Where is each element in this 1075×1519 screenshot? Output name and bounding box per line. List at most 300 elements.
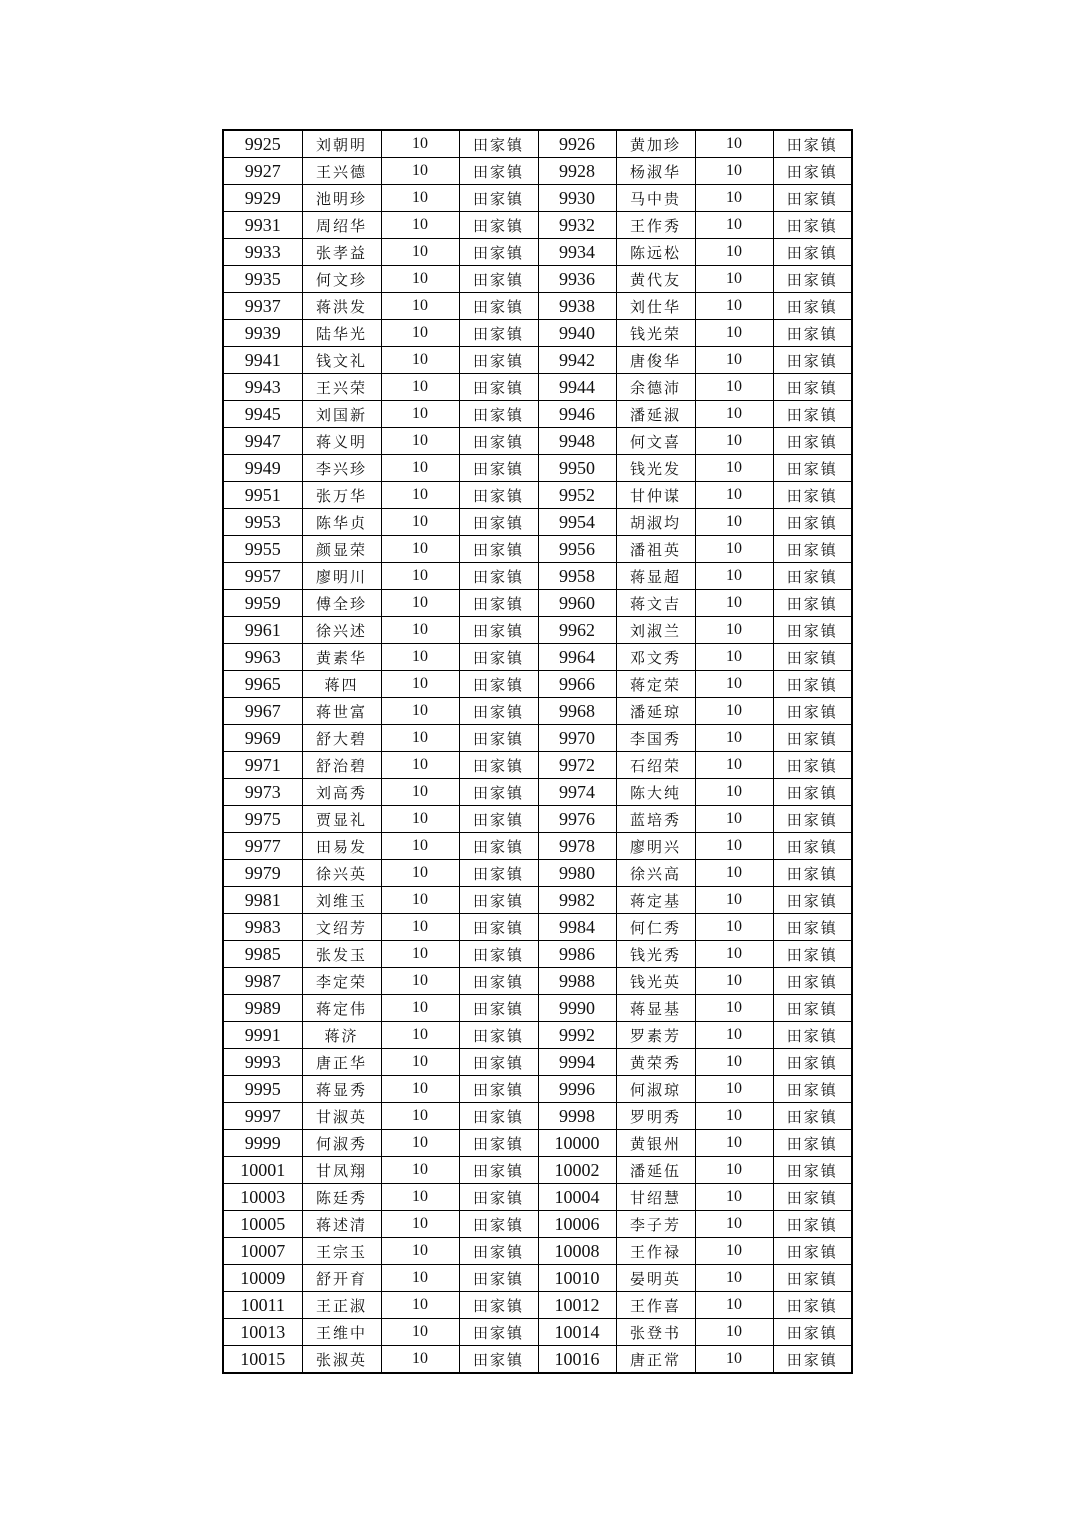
town-name-cell: 田家镇 [773,671,852,698]
record-number-cell: 10004 [538,1184,616,1211]
record-number-cell: 9929 [223,185,302,212]
amount-cell: 10 [695,185,773,212]
town-name-cell: 田家镇 [459,374,538,401]
table-row [223,1265,852,1292]
record-number-cell: 9964 [538,644,616,671]
amount-cell: 10 [381,1238,459,1265]
record-number-cell: 9932 [538,212,616,239]
table-row [223,482,852,509]
town-name-cell: 田家镇 [459,428,538,455]
town-name-cell: 田家镇 [773,239,852,266]
person-name-cell: 刘朝明 [302,130,381,158]
amount-cell: 10 [381,968,459,995]
person-name-cell: 蒋洪发 [302,293,381,320]
person-name-cell: 唐俊华 [616,347,695,374]
record-number-cell: 9990 [538,995,616,1022]
record-number-cell: 9973 [223,779,302,806]
table-row [223,860,852,887]
record-number-cell: 9949 [223,455,302,482]
amount-cell: 10 [381,1211,459,1238]
person-name-cell: 蒋显超 [616,563,695,590]
town-name-cell: 田家镇 [459,1076,538,1103]
town-name-cell: 田家镇 [773,1211,852,1238]
amount-cell: 10 [695,536,773,563]
record-number-cell: 9985 [223,941,302,968]
record-number-cell: 10006 [538,1211,616,1238]
amount-cell: 10 [695,239,773,266]
amount-cell: 10 [695,860,773,887]
record-number-cell: 9967 [223,698,302,725]
town-name-cell: 田家镇 [459,806,538,833]
amount-cell: 10 [381,239,459,266]
record-number-cell: 9969 [223,725,302,752]
record-number-cell: 9951 [223,482,302,509]
record-number-cell: 9989 [223,995,302,1022]
person-name-cell: 王兴荣 [302,374,381,401]
amount-cell: 10 [381,536,459,563]
person-name-cell: 廖明川 [302,563,381,590]
person-name-cell: 何淑琼 [616,1076,695,1103]
record-number-cell: 9959 [223,590,302,617]
person-name-cell: 钱光荣 [616,320,695,347]
town-name-cell: 田家镇 [459,833,538,860]
record-number-cell: 9944 [538,374,616,401]
record-number-cell: 9937 [223,293,302,320]
person-name-cell: 刘国新 [302,401,381,428]
record-number-cell: 10007 [223,1238,302,1265]
amount-cell: 10 [695,1076,773,1103]
town-name-cell: 田家镇 [459,1319,538,1346]
town-name-cell: 田家镇 [773,266,852,293]
town-name-cell: 田家镇 [773,590,852,617]
town-name-cell: 田家镇 [773,995,852,1022]
person-name-cell: 唐正华 [302,1049,381,1076]
table-row [223,455,852,482]
amount-cell: 10 [695,212,773,239]
town-name-cell: 田家镇 [459,779,538,806]
person-name-cell: 王作秀 [616,212,695,239]
record-number-cell: 9930 [538,185,616,212]
town-name-cell: 田家镇 [773,833,852,860]
amount-cell: 10 [381,644,459,671]
amount-cell: 10 [695,968,773,995]
town-name-cell: 田家镇 [459,1049,538,1076]
record-number-cell: 9979 [223,860,302,887]
record-number-cell: 10003 [223,1184,302,1211]
table-row [223,1184,852,1211]
amount-cell: 10 [695,1265,773,1292]
record-number-cell: 9994 [538,1049,616,1076]
amount-cell: 10 [695,401,773,428]
amount-cell: 10 [381,1292,459,1319]
table-row [223,779,852,806]
town-name-cell: 田家镇 [459,617,538,644]
table-row [223,1049,852,1076]
town-name-cell: 田家镇 [773,698,852,725]
amount-cell: 10 [381,509,459,536]
record-number-cell: 9954 [538,509,616,536]
town-name-cell: 田家镇 [459,644,538,671]
amount-cell: 10 [695,590,773,617]
record-number-cell: 9960 [538,590,616,617]
town-name-cell: 田家镇 [459,860,538,887]
town-name-cell: 田家镇 [459,725,538,752]
amount-cell: 10 [695,752,773,779]
town-name-cell: 田家镇 [773,536,852,563]
town-name-cell: 田家镇 [773,644,852,671]
town-name-cell: 田家镇 [773,212,852,239]
person-name-cell: 陆华光 [302,320,381,347]
person-name-cell: 黄代友 [616,266,695,293]
table-row [223,617,852,644]
record-number-cell: 9941 [223,347,302,374]
person-name-cell: 罗素芳 [616,1022,695,1049]
amount-cell: 10 [381,725,459,752]
table-row [223,1292,852,1319]
person-name-cell: 蒋定基 [616,887,695,914]
person-name-cell: 陈大纯 [616,779,695,806]
record-number-cell: 10010 [538,1265,616,1292]
town-name-cell: 田家镇 [459,185,538,212]
record-number-cell: 10000 [538,1130,616,1157]
town-name-cell: 田家镇 [773,941,852,968]
table-row [223,347,852,374]
person-name-cell: 唐正常 [616,1346,695,1374]
table-row [223,968,852,995]
town-name-cell: 田家镇 [773,401,852,428]
amount-cell: 10 [695,779,773,806]
table-row [223,1130,852,1157]
amount-cell: 10 [695,293,773,320]
town-name-cell: 田家镇 [459,698,538,725]
person-name-cell: 廖明兴 [616,833,695,860]
person-name-cell: 张孝益 [302,239,381,266]
table-row [223,1319,852,1346]
person-name-cell: 田易发 [302,833,381,860]
amount-cell: 10 [695,347,773,374]
person-name-cell: 徐兴英 [302,860,381,887]
amount-cell: 10 [695,1211,773,1238]
town-name-cell: 田家镇 [459,212,538,239]
town-name-cell: 田家镇 [459,536,538,563]
amount-cell: 10 [695,563,773,590]
record-number-cell: 9940 [538,320,616,347]
record-number-cell: 9928 [538,158,616,185]
table-row [223,1022,852,1049]
amount-cell: 10 [381,455,459,482]
amount-cell: 10 [695,1346,773,1374]
amount-cell: 10 [695,1319,773,1346]
amount-cell: 10 [381,1049,459,1076]
record-number-cell: 9925 [223,130,302,158]
amount-cell: 10 [381,779,459,806]
town-name-cell: 田家镇 [459,1238,538,1265]
table-row [223,428,852,455]
amount-cell: 10 [695,671,773,698]
person-name-cell: 王维中 [302,1319,381,1346]
town-name-cell: 田家镇 [773,374,852,401]
record-number-cell: 10005 [223,1211,302,1238]
table-row [223,158,852,185]
person-name-cell: 傅全珍 [302,590,381,617]
record-number-cell: 9945 [223,401,302,428]
town-name-cell: 田家镇 [773,1157,852,1184]
person-name-cell: 何文喜 [616,428,695,455]
record-number-cell: 9982 [538,887,616,914]
town-name-cell: 田家镇 [459,1184,538,1211]
record-number-cell: 10012 [538,1292,616,1319]
amount-cell: 10 [695,320,773,347]
amount-cell: 10 [695,914,773,941]
town-name-cell: 田家镇 [459,968,538,995]
person-name-cell: 陈廷秀 [302,1184,381,1211]
person-name-cell: 舒开育 [302,1265,381,1292]
record-number-cell: 9978 [538,833,616,860]
record-number-cell: 9995 [223,1076,302,1103]
table-row [223,239,852,266]
person-name-cell: 蒋文吉 [616,590,695,617]
amount-cell: 10 [381,887,459,914]
person-name-cell: 张发玉 [302,941,381,968]
record-number-cell: 9957 [223,563,302,590]
town-name-cell: 田家镇 [459,347,538,374]
town-name-cell: 田家镇 [459,563,538,590]
amount-cell: 10 [695,266,773,293]
table-row [223,806,852,833]
amount-cell: 10 [381,374,459,401]
town-name-cell: 田家镇 [773,130,852,158]
table-row [223,1238,852,1265]
record-number-cell: 9980 [538,860,616,887]
town-name-cell: 田家镇 [459,1022,538,1049]
table-row [223,941,852,968]
amount-cell: 10 [695,1049,773,1076]
person-name-cell: 陈远松 [616,239,695,266]
table-row [223,914,852,941]
amount-cell: 10 [381,671,459,698]
person-name-cell: 王正淑 [302,1292,381,1319]
roster-body [223,130,852,1373]
record-number-cell: 9966 [538,671,616,698]
town-name-cell: 田家镇 [773,347,852,374]
record-number-cell: 9955 [223,536,302,563]
amount-cell: 10 [381,212,459,239]
person-name-cell: 文绍芳 [302,914,381,941]
town-name-cell: 田家镇 [459,130,538,158]
person-name-cell: 杨淑华 [616,158,695,185]
record-number-cell: 10002 [538,1157,616,1184]
record-number-cell: 9972 [538,752,616,779]
person-name-cell: 甘淑英 [302,1103,381,1130]
record-number-cell: 9965 [223,671,302,698]
amount-cell: 10 [381,1130,459,1157]
amount-cell: 10 [695,1022,773,1049]
amount-cell: 10 [381,914,459,941]
person-name-cell: 蒋定伟 [302,995,381,1022]
person-name-cell: 钱光英 [616,968,695,995]
town-name-cell: 田家镇 [459,1103,538,1130]
table-row [223,725,852,752]
town-name-cell: 田家镇 [459,509,538,536]
town-name-cell: 田家镇 [459,995,538,1022]
record-number-cell: 10016 [538,1346,616,1374]
person-name-cell: 潘祖英 [616,536,695,563]
amount-cell: 10 [695,725,773,752]
town-name-cell: 田家镇 [459,590,538,617]
record-number-cell: 9933 [223,239,302,266]
town-name-cell: 田家镇 [459,887,538,914]
record-number-cell: 9942 [538,347,616,374]
person-name-cell: 刘淑兰 [616,617,695,644]
record-number-cell: 9953 [223,509,302,536]
table-row [223,130,852,158]
person-name-cell: 钱光秀 [616,941,695,968]
record-number-cell: 9958 [538,563,616,590]
record-number-cell: 9956 [538,536,616,563]
person-name-cell: 甘仲谋 [616,482,695,509]
amount-cell: 10 [695,1238,773,1265]
town-name-cell: 田家镇 [773,914,852,941]
record-number-cell: 9963 [223,644,302,671]
person-name-cell: 王作喜 [616,1292,695,1319]
amount-cell: 10 [695,887,773,914]
town-name-cell: 田家镇 [459,752,538,779]
person-name-cell: 张登书 [616,1319,695,1346]
amount-cell: 10 [695,941,773,968]
amount-cell: 10 [381,806,459,833]
amount-cell: 10 [381,698,459,725]
amount-cell: 10 [381,482,459,509]
person-name-cell: 黄银州 [616,1130,695,1157]
amount-cell: 10 [695,130,773,158]
record-number-cell: 10014 [538,1319,616,1346]
table-row [223,1103,852,1130]
person-name-cell: 甘凤翔 [302,1157,381,1184]
amount-cell: 10 [695,1157,773,1184]
town-name-cell: 田家镇 [773,482,852,509]
town-name-cell: 田家镇 [773,1130,852,1157]
table-row [223,671,852,698]
town-name-cell: 田家镇 [773,1076,852,1103]
amount-cell: 10 [695,374,773,401]
amount-cell: 10 [381,995,459,1022]
person-name-cell: 王作禄 [616,1238,695,1265]
town-name-cell: 田家镇 [459,1265,538,1292]
person-name-cell: 周绍华 [302,212,381,239]
amount-cell: 10 [695,158,773,185]
record-number-cell: 10015 [223,1346,302,1374]
record-number-cell: 9926 [538,130,616,158]
record-number-cell: 9938 [538,293,616,320]
person-name-cell: 余德沛 [616,374,695,401]
town-name-cell: 田家镇 [773,617,852,644]
amount-cell: 10 [695,995,773,1022]
town-name-cell: 田家镇 [773,1184,852,1211]
town-name-cell: 田家镇 [773,158,852,185]
town-name-cell: 田家镇 [773,1265,852,1292]
person-name-cell: 刘高秀 [302,779,381,806]
person-name-cell: 潘延琼 [616,698,695,725]
town-name-cell: 田家镇 [773,1346,852,1374]
town-name-cell: 田家镇 [459,671,538,698]
town-name-cell: 田家镇 [773,968,852,995]
record-number-cell: 9974 [538,779,616,806]
record-number-cell: 10013 [223,1319,302,1346]
person-name-cell: 舒大碧 [302,725,381,752]
record-number-cell: 9936 [538,266,616,293]
amount-cell: 10 [381,752,459,779]
table-row [223,212,852,239]
person-name-cell: 邓文秀 [616,644,695,671]
record-number-cell: 9998 [538,1103,616,1130]
table-row [223,887,852,914]
town-name-cell: 田家镇 [459,158,538,185]
record-number-cell: 9961 [223,617,302,644]
person-name-cell: 李兴珍 [302,455,381,482]
record-number-cell: 9991 [223,1022,302,1049]
amount-cell: 10 [381,860,459,887]
amount-cell: 10 [381,1103,459,1130]
person-name-cell: 黄荣秀 [616,1049,695,1076]
amount-cell: 10 [381,320,459,347]
table-row [223,644,852,671]
amount-cell: 10 [695,1292,773,1319]
record-number-cell: 9947 [223,428,302,455]
amount-cell: 10 [381,347,459,374]
amount-cell: 10 [695,482,773,509]
table-row [223,509,852,536]
person-name-cell: 李国秀 [616,725,695,752]
record-number-cell: 9931 [223,212,302,239]
town-name-cell: 田家镇 [459,293,538,320]
amount-cell: 10 [381,428,459,455]
person-name-cell: 颜显荣 [302,536,381,563]
table-row [223,1346,852,1374]
amount-cell: 10 [695,509,773,536]
amount-cell: 10 [381,158,459,185]
record-number-cell: 10009 [223,1265,302,1292]
town-name-cell: 田家镇 [773,320,852,347]
amount-cell: 10 [381,563,459,590]
town-name-cell: 田家镇 [773,428,852,455]
town-name-cell: 田家镇 [773,563,852,590]
amount-cell: 10 [695,428,773,455]
record-number-cell: 10001 [223,1157,302,1184]
person-name-cell: 罗明秀 [616,1103,695,1130]
record-number-cell: 9935 [223,266,302,293]
record-number-cell: 9943 [223,374,302,401]
amount-cell: 10 [381,185,459,212]
town-name-cell: 田家镇 [459,320,538,347]
table-row [223,563,852,590]
record-number-cell: 9976 [538,806,616,833]
table-row [223,320,852,347]
person-name-cell: 黄素华 [302,644,381,671]
person-name-cell: 李子芳 [616,1211,695,1238]
record-number-cell: 9977 [223,833,302,860]
amount-cell: 10 [381,590,459,617]
amount-cell: 10 [381,1346,459,1374]
town-name-cell: 田家镇 [773,1103,852,1130]
person-name-cell: 石绍荣 [616,752,695,779]
person-name-cell: 马中贵 [616,185,695,212]
town-name-cell: 田家镇 [773,779,852,806]
town-name-cell: 田家镇 [773,1319,852,1346]
person-name-cell: 胡淑均 [616,509,695,536]
amount-cell: 10 [381,130,459,158]
person-name-cell: 刘维玉 [302,887,381,914]
town-name-cell: 田家镇 [459,455,538,482]
